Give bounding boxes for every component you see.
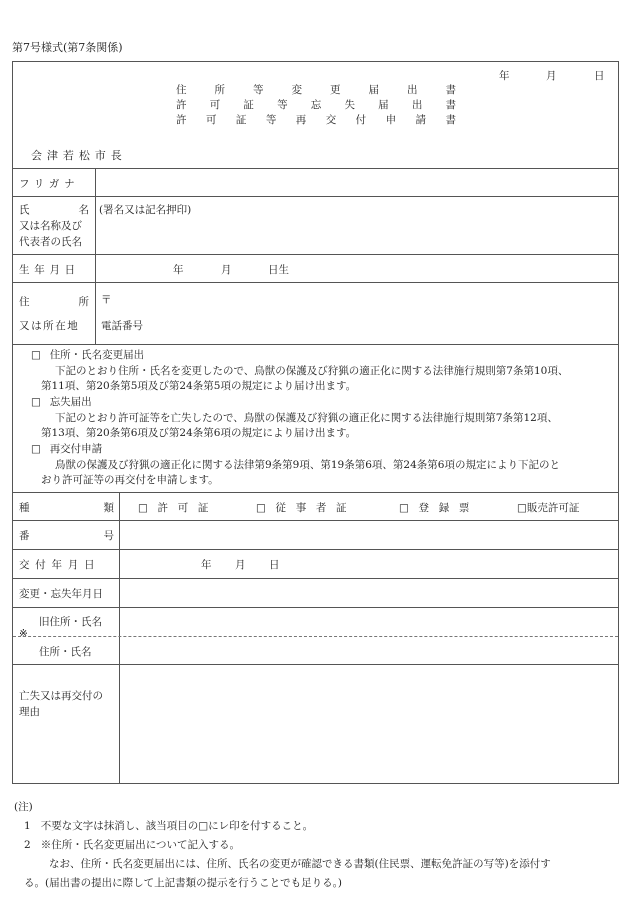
name-label-3: 代表者の氏名 [19, 236, 82, 248]
address-label-2: 又は所在地 [19, 320, 80, 332]
old-address-label: 旧住所・氏名 [39, 616, 102, 628]
type-label: 種 類 [19, 502, 114, 514]
option-loss-report: □ 忘失届出 下記のとおり許可証等を亡失したので、鳥獣の保護及び狩猟の適正化に関する法律施行規則第7条第12項、 第13項、第20条第6項及び第24条第6項の規定により届け出ます。 [31, 396, 558, 439]
type-option-registration[interactable]: □ 登 録 票 [399, 502, 473, 514]
type-option-worker-cert[interactable]: □ 従 事 者 証 [256, 502, 350, 514]
option-reissue: □ 再交付申請 鳥獣の保護及び狩猟の適正化に関する法律第9条第9項、第19条第6項、第24条第6項の規定により下記のと おり許可証等の再交付を申請します。 [31, 443, 560, 486]
checkbox-address-change[interactable]: □ [31, 349, 41, 361]
type-option-license[interactable]: □ 許 可 証 [138, 502, 212, 514]
dob-year-label: 年 [173, 264, 184, 276]
dob-day-label: 日生 [268, 264, 289, 276]
furigana-label: フリガナ [19, 178, 80, 190]
issue-date-label: 交付年月日 [19, 559, 101, 571]
form-frame [12, 61, 619, 784]
issue-month-label: 月 [235, 559, 246, 571]
notes [14, 798, 620, 893]
postal-mark: 〒 [101, 294, 112, 306]
marker: ※ [19, 628, 28, 640]
option-address-change: □ 住所・氏名変更届出 下記のとおり住所・氏名を変更したので、鳥獣の保護及び狩猟の適正化に関する法律施行規則第7条第10項、 第11項、第20条第5項及び第24条第5項の規定により届け出ます。 [31, 349, 569, 392]
title-line-1: 住 所 等 変 更 届 出 書 [176, 84, 456, 96]
reason-label-1: 亡失又は再交付の [19, 690, 103, 702]
title-line-3: 許 可 証 等 再 交 付 申 請 書 [176, 114, 456, 126]
address-label-1: 住 所 [19, 296, 89, 308]
reason-label-2: 理由 [19, 706, 40, 718]
checkbox-loss-report[interactable]: □ [31, 396, 41, 408]
addressee: 会津若松市長 [31, 149, 127, 162]
notes-heading: (注) [14, 801, 33, 813]
form-number: 第7号様式(第7条関係) [12, 41, 123, 54]
issue-year-label: 年 [201, 559, 212, 571]
issue-day-label: 日 [269, 559, 280, 571]
note-item-2: 2 ※住所・氏名変更届出について記入する。 [24, 839, 240, 851]
number-label: 番 号 [19, 530, 114, 542]
note-item-1: 1 不要な文字は抹消し、該当項目の□にレ印を付すること。 [24, 820, 314, 832]
title-line-2: 許 可 証 等 忘 失 届 出 書 [176, 99, 456, 111]
new-address-label: 住所・氏名 [39, 646, 92, 658]
phone-label: 電話番号 [101, 320, 143, 332]
note-item-2-detail-2: る。(届出書の提出に際して上記書類の提示を行うことでも足りる。) [24, 877, 342, 889]
checkbox-reissue[interactable]: □ [31, 443, 41, 455]
note-item-2-detail-1: なお、住所・氏名変更届出には、住所、氏名の変更が確認できる書類(住民票、運転免許証の写等)を添付す [49, 858, 551, 870]
change-date-label: 変更・忘失年月日 [19, 588, 103, 600]
signature-note: (署名又は記名押印) [99, 204, 192, 216]
type-option-sales-license[interactable]: □販売許可証 [517, 502, 580, 514]
dob-label: 生年月日 [19, 264, 80, 276]
name-label-2: 又は名称及び [19, 220, 82, 232]
dashed-divider [13, 636, 618, 637]
date-year-label: 年 [499, 70, 510, 82]
date-month-label: 月 [546, 70, 557, 82]
date-day-label: 日 [594, 70, 605, 82]
dob-month-label: 月 [221, 264, 232, 276]
name-label-1: 氏 名 [19, 204, 89, 216]
